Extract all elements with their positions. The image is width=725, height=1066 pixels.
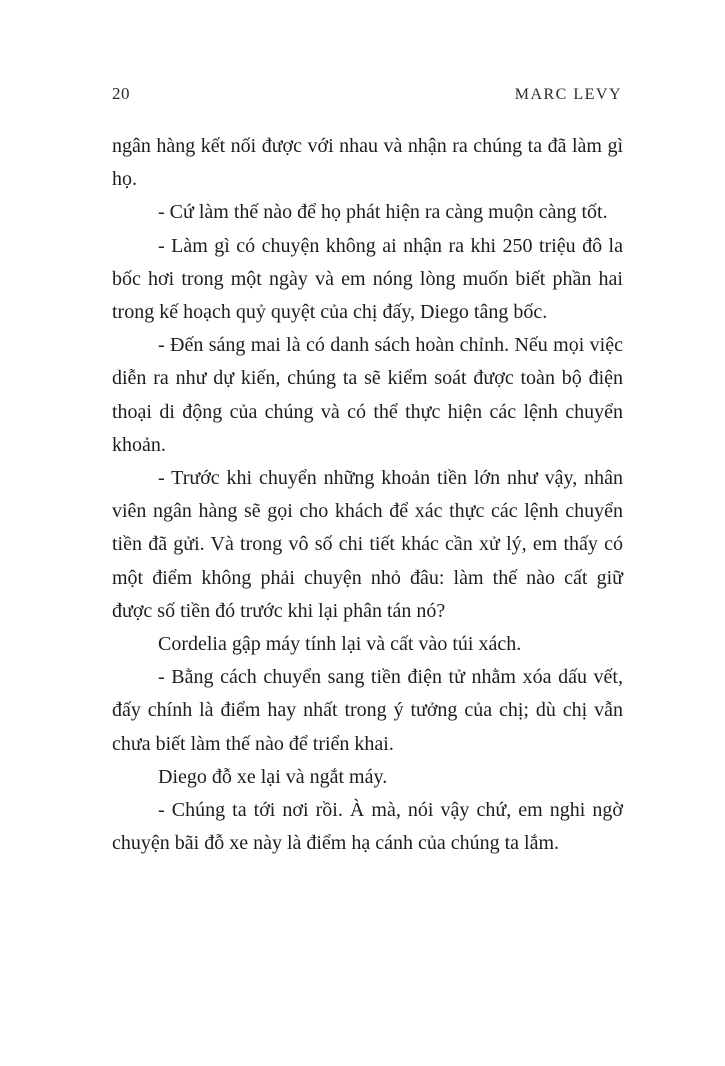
running-head (112, 84, 622, 104)
paragraph-dialogue: - Đến sáng mai là có danh sách hoàn chỉnh. Nếu mọi việc diễn ra như dự kiến, chúng ta sẽ kiểm soát được toàn bộ điện thoại di động của chúng và có thể thực hiện các lệnh chuyển khoản. (112, 334, 623, 456)
page-number: 20 (112, 84, 130, 103)
paragraph-dialogue: - Trước khi chuyển những khoản tiền lớn như vậy, nhân viên ngân hàng sẽ gọi cho khách để xác thực các lệnh chuyển tiền đã gửi. Và trong vô số chi tiết khác cần xử lý, em thấy có một điểm không phải chuyện nhỏ đâu: làm thế nào cất giữ được số tiền đó trước khi lại phân tán nó? (112, 467, 623, 622)
paragraph-continuation: ngân hàng kết nối được với nhau và nhận ra chúng ta đã làm gì họ. (112, 135, 623, 191)
paragraph-dialogue: - Làm gì có chuyện không ai nhận ra khi 250 triệu đô la bốc hơi trong một ngày và em nóng lòng muốn biết phần hai trong kế hoạch quỷ quyệt của chị đấy, Diego tâng bốc. (112, 234, 623, 324)
page-body-text (112, 130, 623, 860)
paragraph-narration: Cordelia gập máy tính lại và cất vào túi xách. (158, 633, 522, 656)
author-header: MARC LEVY (514, 86, 622, 103)
paragraph-narration: Diego đỗ xe lại và ngắt máy. (158, 765, 388, 788)
paragraph-dialogue: - Cứ làm thế nào để họ phát hiện ra càng muộn càng tốt. (158, 201, 608, 224)
paragraph-dialogue: - Chúng ta tới nơi rồi. À mà, nói vậy chứ, em nghi ngờ chuyện bãi đỗ xe này là điểm hạ cánh của chúng ta lắm. (112, 799, 623, 855)
paragraph-dialogue: - Bằng cách chuyển sang tiền điện tử nhằm xóa dấu vết, đấy chính là điểm hay nhất trong ý tưởng của chị; dù chị vẫn chưa biết làm thế nào để triển khai. (112, 666, 623, 755)
